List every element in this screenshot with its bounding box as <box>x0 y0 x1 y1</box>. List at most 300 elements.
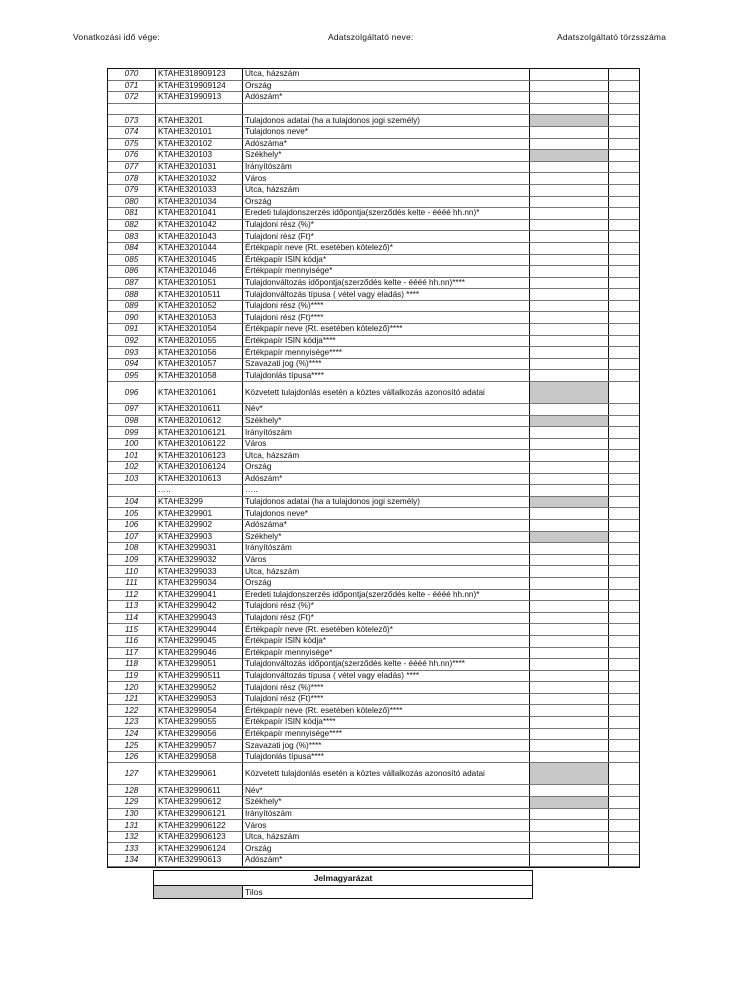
row-value-cell[interactable] <box>530 184 609 196</box>
row-description: Értékpapír neve (Rt. esetében kötelező)**** <box>243 324 530 336</box>
row-description: Székhely* <box>243 531 530 543</box>
row-extra-cell <box>609 126 640 138</box>
row-code: KTAHE3299033 <box>156 566 243 578</box>
row-extra-cell <box>609 289 640 301</box>
period-end-label: Vonatkozási idő vége: <box>73 32 160 42</box>
row-number: 122 <box>108 705 156 717</box>
table-row <box>108 173 639 185</box>
row-code: KTAHE3299031 <box>156 543 243 555</box>
row-description: Értékpapír mennyisége* <box>243 647 530 659</box>
row-extra-cell <box>609 92 640 104</box>
table-row <box>108 554 639 566</box>
row-extra-cell <box>609 324 640 336</box>
row-value-cell[interactable] <box>530 785 609 797</box>
row-value-cell[interactable] <box>530 751 609 763</box>
row-value-cell[interactable] <box>530 173 609 185</box>
row-number <box>108 103 156 115</box>
row-value-cell[interactable] <box>530 693 609 705</box>
row-value-cell[interactable] <box>530 208 609 220</box>
data-table-body <box>108 69 639 866</box>
row-number: 123 <box>108 717 156 729</box>
row-number: 134 <box>108 855 156 867</box>
table-row <box>108 763 639 785</box>
table-row <box>108 659 639 671</box>
table-row <box>108 184 639 196</box>
row-number: 081 <box>108 208 156 220</box>
row-number: 125 <box>108 740 156 752</box>
row-description: Tulajdonváltozás időpontja(szerződés kelte - éééé hh.nn)**** <box>243 277 530 289</box>
table-row <box>108 92 639 104</box>
row-value-cell[interactable] <box>530 404 609 416</box>
table-row <box>108 705 639 717</box>
row-value-cell[interactable] <box>530 69 609 80</box>
row-extra-cell <box>609 705 640 717</box>
table-row <box>108 219 639 231</box>
row-value-cell[interactable] <box>530 682 609 694</box>
row-code: KTAHE3201053 <box>156 312 243 324</box>
row-code: KTAHE3201034 <box>156 196 243 208</box>
row-number: 127 <box>108 763 156 785</box>
row-number: 130 <box>108 808 156 820</box>
table-row <box>108 682 639 694</box>
row-value-cell[interactable] <box>530 347 609 359</box>
row-number: 116 <box>108 635 156 647</box>
row-code: KTAHE329901 <box>156 508 243 520</box>
row-description: Adószáma* <box>243 138 530 150</box>
table-row <box>108 808 639 820</box>
table-row <box>108 531 639 543</box>
row-code: KTAHE3201055 <box>156 335 243 347</box>
row-description: Név* <box>243 404 530 416</box>
row-value-cell[interactable] <box>530 624 609 636</box>
row-description: Adószám* <box>243 473 530 485</box>
row-extra-cell <box>609 450 640 462</box>
row-extra-cell <box>609 254 640 266</box>
row-code: KTAHE320106122 <box>156 438 243 450</box>
row-number: 132 <box>108 831 156 843</box>
table-row <box>108 855 639 867</box>
row-extra-cell <box>609 242 640 254</box>
row-code: KTAHE3201061 <box>156 382 243 404</box>
row-code: KTAHE32990613 <box>156 855 243 867</box>
row-description: Tulajdoni rész (Ft)* <box>243 231 530 243</box>
row-value-cell[interactable] <box>530 277 609 289</box>
row-value-cell[interactable] <box>530 462 609 474</box>
row-code: KTAHE329906123 <box>156 831 243 843</box>
row-extra-cell <box>609 808 640 820</box>
row-number: 111 <box>108 577 156 589</box>
table-row <box>108 161 639 173</box>
row-number: 112 <box>108 589 156 601</box>
row-code: KTAHE3299042 <box>156 601 243 613</box>
row-code: KTAHE32990511 <box>156 670 243 682</box>
row-value-cell[interactable] <box>530 196 609 208</box>
table-row <box>108 577 639 589</box>
row-description: Tulajdoni rész (%)**** <box>243 300 530 312</box>
row-number: 085 <box>108 254 156 266</box>
row-description: Értékpapír ISIN kódja**** <box>243 335 530 347</box>
table-row <box>108 635 639 647</box>
row-value-cell[interactable] <box>530 126 609 138</box>
row-description: Tulajdoni rész (%)* <box>243 219 530 231</box>
row-extra-cell <box>609 693 640 705</box>
table-row <box>108 612 639 624</box>
row-number: 096 <box>108 382 156 404</box>
row-extra-cell <box>609 382 640 404</box>
row-code: KTAHE3201042 <box>156 219 243 231</box>
row-description: Tulajdoni rész (Ft)**** <box>243 312 530 324</box>
row-number: 109 <box>108 554 156 566</box>
row-value-cell[interactable] <box>530 358 609 370</box>
row-code: KTAHE320102 <box>156 138 243 150</box>
row-value-cell[interactable] <box>530 647 609 659</box>
table-row <box>108 717 639 729</box>
row-number: 114 <box>108 612 156 624</box>
row-description: Székhely* <box>243 797 530 809</box>
table-row <box>108 438 639 450</box>
row-number: 101 <box>108 450 156 462</box>
legend-swatch <box>154 886 243 898</box>
row-value-cell[interactable] <box>530 335 609 347</box>
table-row <box>108 740 639 752</box>
row-number: 121 <box>108 693 156 705</box>
row-extra-cell <box>609 115 640 127</box>
row-extra-cell <box>609 173 640 185</box>
table-row <box>108 347 639 359</box>
table-row <box>108 358 639 370</box>
row-description: Székhely* <box>243 415 530 427</box>
row-value-cell[interactable] <box>530 705 609 717</box>
row-value-cell[interactable] <box>530 670 609 682</box>
row-number: 120 <box>108 682 156 694</box>
table-row <box>108 231 639 243</box>
row-code: KTAHE3299046 <box>156 647 243 659</box>
row-extra-cell <box>609 717 640 729</box>
table-row <box>108 831 639 843</box>
row-description: Tulajdonos neve* <box>243 508 530 520</box>
row-extra-cell <box>609 150 640 162</box>
row-description: Város <box>243 554 530 566</box>
row-extra-cell <box>609 438 640 450</box>
row-value-cell[interactable] <box>530 659 609 671</box>
row-number: 128 <box>108 785 156 797</box>
row-value-cell[interactable] <box>530 601 609 613</box>
row-value-cell[interactable] <box>530 92 609 104</box>
row-value-cell[interactable] <box>530 427 609 439</box>
row-extra-cell <box>609 659 640 671</box>
row-description: Irányítószám <box>243 161 530 173</box>
provider-name-label: Adatszolgáltató neve: <box>328 32 414 42</box>
row-extra-cell <box>609 751 640 763</box>
row-value-cell[interactable] <box>530 728 609 740</box>
row-value-cell[interactable] <box>530 231 609 243</box>
row-value-cell[interactable] <box>530 324 609 336</box>
row-number: 073 <box>108 115 156 127</box>
row-extra-cell <box>609 347 640 359</box>
row-description: Név* <box>243 785 530 797</box>
row-number: 078 <box>108 173 156 185</box>
row-value-cell[interactable] <box>530 161 609 173</box>
row-code: KTAHE3299053 <box>156 693 243 705</box>
table-row <box>108 519 639 531</box>
legend-box <box>153 870 533 899</box>
table-row <box>108 797 639 809</box>
row-extra-cell <box>609 728 640 740</box>
row-description: Szavazati jog (%)**** <box>243 358 530 370</box>
row-number: 113 <box>108 601 156 613</box>
row-code: KTAHE319909124 <box>156 80 243 92</box>
row-value-cell[interactable] <box>530 589 609 601</box>
row-code: KTAHE329902 <box>156 519 243 531</box>
table-row <box>108 843 639 855</box>
row-value-cell <box>530 496 609 508</box>
row-value-cell <box>530 531 609 543</box>
row-description: Eredeti tulajdonszerzés időpontja(szerződés kelte - éééé hh.nn)* <box>243 589 530 601</box>
row-extra-cell <box>609 208 640 220</box>
row-extra-cell <box>609 485 640 497</box>
row-value-cell[interactable] <box>530 219 609 231</box>
row-description: Tulajdonos neve* <box>243 126 530 138</box>
row-value-cell <box>530 382 609 404</box>
row-extra-cell <box>609 670 640 682</box>
row-code: KTAHE329906122 <box>156 820 243 832</box>
row-description: Irányítószám <box>243 808 530 820</box>
row-code: KTAHE3299044 <box>156 624 243 636</box>
row-extra-cell <box>609 473 640 485</box>
row-code: KTAHE32010613 <box>156 473 243 485</box>
row-value-cell[interactable] <box>530 254 609 266</box>
row-description: Közvetett tulajdonlás esetén a köztes vállalkozás azonosító adatai <box>243 382 530 404</box>
row-code: KTAHE3201043 <box>156 231 243 243</box>
row-value-cell[interactable] <box>530 831 609 843</box>
row-number: 102 <box>108 462 156 474</box>
row-value-cell[interactable] <box>530 843 609 855</box>
row-number: 119 <box>108 670 156 682</box>
row-code: KTAHE32010511 <box>156 289 243 301</box>
row-extra-cell <box>609 161 640 173</box>
table-row <box>108 382 639 404</box>
row-value-cell[interactable] <box>530 438 609 450</box>
row-code: KTAHE3299057 <box>156 740 243 752</box>
row-code: KTAHE3201031 <box>156 161 243 173</box>
row-description: Közvetett tulajdonlás esetén a köztes vállalkozás azonosító adatai <box>243 763 530 785</box>
row-extra-cell <box>609 855 640 867</box>
row-number: 076 <box>108 150 156 162</box>
row-code: KTAHE32990611 <box>156 785 243 797</box>
row-description: Szavazati jog (%)**** <box>243 740 530 752</box>
row-number: 070 <box>108 69 156 80</box>
row-description: Adószám* <box>243 855 530 867</box>
row-number: 072 <box>108 92 156 104</box>
row-number: 110 <box>108 566 156 578</box>
row-description: Ország <box>243 843 530 855</box>
row-code: KTAHE329906121 <box>156 808 243 820</box>
row-number: 103 <box>108 473 156 485</box>
row-value-cell[interactable] <box>530 612 609 624</box>
table-row <box>108 324 639 336</box>
row-code: KTAHE3299043 <box>156 612 243 624</box>
row-description: Tulajdonváltozás típusa ( vétel vagy eladás) **** <box>243 670 530 682</box>
row-number: 118 <box>108 659 156 671</box>
table-row <box>108 415 639 427</box>
row-description: Utca, házszám <box>243 69 530 80</box>
row-code: KTAHE3299058 <box>156 751 243 763</box>
row-description: Értékpapír neve (Rt. esetében kötelező)* <box>243 242 530 254</box>
row-code: ….. <box>156 485 243 497</box>
row-description: Értékpapír neve (Rt. esetében kötelező)**** <box>243 705 530 717</box>
table-row <box>108 266 639 278</box>
row-extra-cell <box>609 740 640 752</box>
row-extra-cell <box>609 427 640 439</box>
row-code: KTAHE318909123 <box>156 69 243 80</box>
row-value-cell[interactable] <box>530 138 609 150</box>
row-number: 100 <box>108 438 156 450</box>
row-code: KTAHE3299055 <box>156 717 243 729</box>
row-value-cell[interactable] <box>530 508 609 520</box>
row-code: KTAHE3201044 <box>156 242 243 254</box>
legend-row <box>154 886 532 898</box>
row-value-cell[interactable] <box>530 473 609 485</box>
row-value-cell[interactable] <box>530 485 609 497</box>
table-row <box>108 450 639 462</box>
row-value-cell[interactable] <box>530 577 609 589</box>
data-table <box>107 68 640 868</box>
row-description: Város <box>243 820 530 832</box>
table-row <box>108 335 639 347</box>
row-number: 092 <box>108 335 156 347</box>
row-number: 087 <box>108 277 156 289</box>
row-extra-cell <box>609 69 640 80</box>
row-extra-cell <box>609 785 640 797</box>
row-description <box>243 103 530 115</box>
row-number: 108 <box>108 543 156 555</box>
row-extra-cell <box>609 843 640 855</box>
row-value-cell[interactable] <box>530 820 609 832</box>
table-row <box>108 115 639 127</box>
row-number: 117 <box>108 647 156 659</box>
row-extra-cell <box>609 647 640 659</box>
table-row <box>108 103 639 115</box>
row-extra-cell <box>609 554 640 566</box>
row-code: KTAHE32010612 <box>156 415 243 427</box>
row-extra-cell <box>609 624 640 636</box>
row-value-cell[interactable] <box>530 566 609 578</box>
row-code: KTAHE32990612 <box>156 797 243 809</box>
row-number: 077 <box>108 161 156 173</box>
row-description: Ország <box>243 577 530 589</box>
row-extra-cell <box>609 612 640 624</box>
row-value-cell[interactable] <box>530 635 609 647</box>
row-code: KTAHE320103 <box>156 150 243 162</box>
row-description: Székhely* <box>243 150 530 162</box>
row-description: Tulajdonos adatai (ha a tulajdonos jogi személy) <box>243 115 530 127</box>
row-value-cell[interactable] <box>530 554 609 566</box>
row-code: KTAHE3201033 <box>156 184 243 196</box>
table-row <box>108 208 639 220</box>
provider-registry-label: Adatszolgáltató törzsszáma <box>557 32 667 42</box>
row-code: KTAHE3299052 <box>156 682 243 694</box>
row-extra-cell <box>609 763 640 785</box>
row-value-cell[interactable] <box>530 808 609 820</box>
table-row <box>108 508 639 520</box>
row-description: Tulajdoni rész (Ft)* <box>243 612 530 624</box>
row-number <box>108 485 156 497</box>
row-extra-cell <box>609 589 640 601</box>
row-code <box>156 103 243 115</box>
row-description: Értékpapír neve (Rt. esetében kötelező)* <box>243 624 530 636</box>
row-value-cell <box>530 415 609 427</box>
row-extra-cell <box>609 404 640 416</box>
row-code: KTAHE3299056 <box>156 728 243 740</box>
table-row <box>108 427 639 439</box>
row-value-cell[interactable] <box>530 717 609 729</box>
row-description: Város <box>243 438 530 450</box>
row-extra-cell <box>609 531 640 543</box>
row-description: Tulajdoni rész (%)* <box>243 601 530 613</box>
row-code: KTAHE3201057 <box>156 358 243 370</box>
table-row <box>108 462 639 474</box>
row-value-cell <box>530 763 609 785</box>
row-description: Utca, házszám <box>243 566 530 578</box>
row-code: KTAHE3201046 <box>156 266 243 278</box>
row-value-cell[interactable] <box>530 450 609 462</box>
row-code: KTAHE3299045 <box>156 635 243 647</box>
row-value-cell[interactable] <box>530 370 609 382</box>
row-value-cell[interactable] <box>530 300 609 312</box>
row-value-cell[interactable] <box>530 80 609 92</box>
row-number: 079 <box>108 184 156 196</box>
row-value-cell[interactable] <box>530 289 609 301</box>
row-number: 097 <box>108 404 156 416</box>
row-number: 131 <box>108 820 156 832</box>
row-description: Adószám* <box>243 92 530 104</box>
row-number: 115 <box>108 624 156 636</box>
table-row <box>108 150 639 162</box>
row-extra-cell <box>609 219 640 231</box>
row-value-cell[interactable] <box>530 242 609 254</box>
row-extra-cell <box>609 820 640 832</box>
row-extra-cell <box>609 635 640 647</box>
table-row <box>108 693 639 705</box>
row-code: KTAHE320106124 <box>156 462 243 474</box>
row-description: Tulajdoni rész (%)**** <box>243 682 530 694</box>
table-row <box>108 196 639 208</box>
row-value-cell[interactable] <box>530 519 609 531</box>
table-row <box>108 728 639 740</box>
row-extra-cell <box>609 80 640 92</box>
table-row <box>108 647 639 659</box>
row-number: 105 <box>108 508 156 520</box>
row-value-cell[interactable] <box>530 543 609 555</box>
table-row <box>108 624 639 636</box>
row-code: KTAHE3201051 <box>156 277 243 289</box>
row-value-cell[interactable] <box>530 855 609 867</box>
row-code: KTAHE3299034 <box>156 577 243 589</box>
row-code: KTAHE3201052 <box>156 300 243 312</box>
row-value-cell[interactable] <box>530 740 609 752</box>
table-row <box>108 138 639 150</box>
row-value-cell[interactable] <box>530 266 609 278</box>
table-row <box>108 126 639 138</box>
row-code: KTAHE329906124 <box>156 843 243 855</box>
row-value-cell <box>530 115 609 127</box>
row-value-cell[interactable] <box>530 103 609 115</box>
row-number: 082 <box>108 219 156 231</box>
row-number: 104 <box>108 496 156 508</box>
row-extra-cell <box>609 543 640 555</box>
row-description: Tulajdonlás típusa**** <box>243 370 530 382</box>
row-value-cell[interactable] <box>530 312 609 324</box>
